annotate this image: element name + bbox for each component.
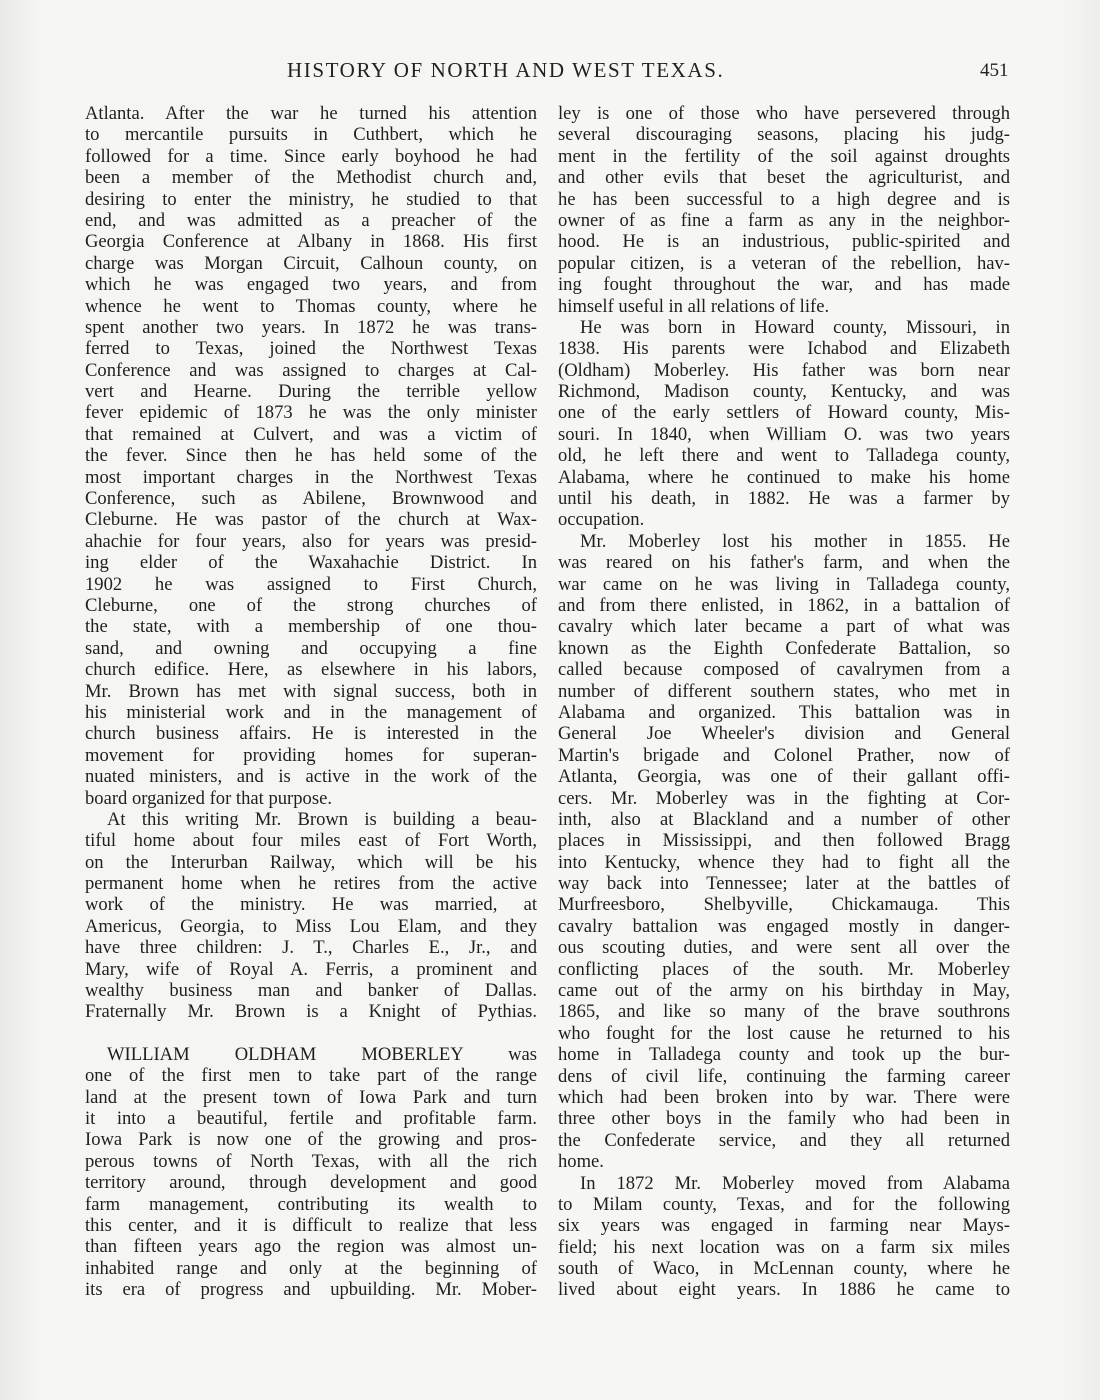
text-line: ous scouting duties, and were sent all over the — [558, 937, 1010, 959]
text-line: end, and was admitted as a preacher of the — [85, 209, 537, 231]
text-line: wealthy business man and banker of Dallas. — [85, 980, 537, 1002]
text-line: Cleburne, one of the strong churches of — [85, 594, 537, 616]
text-line: 1902 he was assigned to First Church, — [85, 573, 537, 595]
text-line: ahachie for four years, also for years was presid- — [85, 530, 537, 552]
text-line: six years was engaged in farming near Mays- — [558, 1215, 1010, 1237]
text-line: perous towns of North Texas, with all the rich — [85, 1150, 537, 1172]
text-line: ing elder of the Waxahachie District. In — [85, 552, 537, 574]
text-line: cers. Mr. Moberley was in the fighting at Cor- — [558, 787, 1010, 809]
text-line: was reared on his father's farm, and when the — [558, 552, 1010, 574]
paragraph-first-line: He was born in Howard county, Missouri, in — [580, 316, 1010, 338]
text-line: and other evils that beset the agriculturist, and — [558, 167, 1010, 189]
text-line: way back into Tennessee; later at the battles of — [558, 873, 1010, 895]
text-line: popular citizen, is a veteran of the rebellion, hav- — [558, 252, 1010, 274]
text-line: south of Waco, in McLennan county, where he — [558, 1258, 1010, 1280]
text-line: inhabited range and only at the beginning of — [85, 1257, 537, 1279]
text-line: than fifteen years ago the region was almost un- — [85, 1236, 537, 1258]
text-line: one of the early settlers of Howard county, Mis- — [558, 402, 1010, 424]
text-line: three other boys in the family who had been in — [558, 1108, 1010, 1130]
text-line: Atlanta, Georgia, was one of their gallant offi- — [558, 766, 1010, 788]
text-line: and from there enlisted, in 1862, in a battalion of — [558, 594, 1010, 616]
text-line: until his death, in 1882. He was a farmer by — [558, 488, 1010, 510]
text-line: General Joe Wheeler's division and General — [558, 723, 1010, 745]
text-line: who fought for the lost cause he returned to his — [558, 1022, 1010, 1044]
text-line: hood. He is an industrious, public-spirited and — [558, 231, 1010, 253]
text-line: charge was Morgan Circuit, Calhoun county, on — [85, 252, 537, 274]
text-line: war came on he was living in Talladega county, — [558, 573, 1010, 595]
text-line: territory around, through development and good — [85, 1172, 537, 1194]
text-line: Georgia Conference at Albany in 1868. His first — [85, 231, 537, 253]
text-line: Cleburne. He was pastor of the church at Wax- — [85, 509, 537, 531]
text-line: to Milam county, Texas, and for the following — [558, 1193, 1010, 1215]
text-line: lived about eight years. In 1886 he came to — [558, 1279, 1010, 1301]
text-line: he has been successful to a high degree and is — [558, 188, 1010, 210]
text-line: which had been broken into by war. There were — [558, 1086, 1010, 1108]
text-line: the state, with a membership of one thou- — [85, 616, 537, 638]
text-line: (Oldham) Moberley. His father was born near — [558, 359, 1010, 381]
text-line: been a member of the Methodist church and, — [85, 167, 537, 189]
text-line: its era of progress and upbuilding. Mr. Mober- — [85, 1279, 537, 1301]
text-line: Conference, such as Abilene, Brownwood and — [85, 488, 537, 510]
text-line: one of the first men to take part of the range — [85, 1065, 537, 1087]
right-text-column — [558, 103, 1010, 1301]
text-line: cavalry battalion was engaged mostly in danger- — [558, 915, 1010, 937]
paragraph-first-line: In 1872 Mr. Moberley moved from Alabama — [580, 1172, 1010, 1194]
text-line: Alabama and organized. This battalion was in — [558, 701, 1010, 723]
text-line: ferred to Texas, joined the Northwest Texas — [85, 338, 537, 360]
text-line: spent another two years. In 1872 he was trans- — [85, 316, 537, 338]
text-line: have three children: J. T., Charles E., Jr., and — [85, 937, 537, 959]
page-number: 451 — [980, 60, 1009, 81]
text-line: home in Talladega county and took up the bur- — [558, 1044, 1010, 1066]
text-line: followed for a time. Since early boyhood he had — [85, 145, 537, 167]
text-line: sand, and owning and occupying a fine — [85, 637, 537, 659]
text-line: 1865, and like so many of the brave southrons — [558, 1001, 1010, 1023]
text-line: land at the present town of Iowa Park and turn — [85, 1086, 537, 1108]
text-line: Mary, wife of Royal A. Ferris, a prominent and — [85, 958, 537, 980]
text-line: Martin's brigade and Colonel Prather, now of — [558, 744, 1010, 766]
text-line: whence he went to Thomas county, where he — [85, 295, 537, 317]
text-line: conflicting places of the south. Mr. Moberley — [558, 958, 1010, 980]
text-line: called because composed of cavalrymen from a — [558, 659, 1010, 681]
running-header — [0, 58, 1100, 88]
text-line: Conference and was assigned to charges at Cal- — [85, 359, 537, 381]
text-line: permanent home when he retires from the active — [85, 873, 537, 895]
text-line: on the Interurban Railway, which will be his — [85, 851, 537, 873]
text-line: fever epidemic of 1873 he was the only minister — [85, 402, 537, 424]
section-spacer — [85, 1023, 537, 1044]
text-line: Atlanta. After the war he turned his attention — [85, 103, 537, 124]
text-line: vert and Hearne. During the terrible yellow — [85, 381, 537, 403]
text-line: home. — [558, 1151, 604, 1173]
paragraph-first-line: Mr. Moberley lost his mother in 1855. He — [580, 530, 1010, 552]
text-line: which he was engaged two years, and from — [85, 274, 537, 296]
text-line: church edifice. Here, as elsewhere in his labors, — [85, 659, 537, 681]
text-line: desiring to enter the ministry, he studied to that — [85, 188, 537, 210]
text-line: this center, and it is difficult to realize that less — [85, 1214, 537, 1236]
text-line: Alabama, where he continued to make his home — [558, 466, 1010, 488]
text-line: Mr. Brown has met with signal success, both in — [85, 680, 537, 702]
text-line: owner of as fine a farm as any in the neighbor- — [558, 209, 1010, 231]
text-line: places in Mississippi, and then followed Bragg — [558, 830, 1010, 852]
text-line: old, he left there and went to Talladega county, — [558, 445, 1010, 467]
text-line: most important charges in the Northwest Texas — [85, 466, 537, 488]
text-line: 1838. His parents were Ichabod and Elizabeth — [558, 338, 1010, 360]
text-line: ment in the fertility of the soil against droughts — [558, 145, 1010, 167]
text-line: that remained at Culvert, and was a victim of — [85, 423, 537, 445]
left-text-column — [85, 103, 537, 1300]
text-line: his ministerial work and in the management of — [85, 701, 537, 723]
text-line: into Kentucky, whence they had to fight all the — [558, 851, 1010, 873]
text-line: work of the ministry. He was married, at — [85, 894, 537, 916]
text-line: it into a beautiful, fertile and profitable farm. — [85, 1107, 537, 1129]
text-line: ley is one of those who have persevered through — [558, 103, 1010, 124]
text-line: dens of civil life, continuing the farming career — [558, 1065, 1010, 1087]
text-line: souri. In 1840, when William O. was two years — [558, 423, 1010, 445]
text-line: the fever. Since then he has held some of the — [85, 445, 537, 467]
text-line: field; his next location was on a farm six miles — [558, 1236, 1010, 1258]
text-line: farm management, contributing its wealth to — [85, 1193, 537, 1215]
text-line: number of different southern states, who met in — [558, 680, 1010, 702]
text-line: Richmond, Madison county, Kentucky, and was — [558, 381, 1010, 403]
text-line: the Confederate service, and they all returned — [558, 1129, 1010, 1151]
text-line: occupation. — [558, 509, 645, 531]
text-line: Americus, Georgia, to Miss Lou Elam, and they — [85, 915, 537, 937]
text-line: tiful home about four miles east of Fort Worth, — [85, 830, 537, 852]
text-line: movement for providing homes for superan- — [85, 744, 537, 766]
text-line: came out of the army on his birthday in May, — [558, 980, 1010, 1002]
text-line: Murfreesboro, Shelbyville, Chickamauga. This — [558, 894, 1010, 916]
running-title: HISTORY OF NORTH AND WEST TEXAS. — [287, 58, 725, 82]
paragraph-first-line: At this writing Mr. Brown is building a beau- — [107, 808, 537, 830]
text-line: ing fought throughout the war, and has made — [558, 274, 1010, 296]
text-line: board organized for that purpose. — [85, 787, 332, 809]
text-line: nuated ministers, and is active in the work of the — [85, 766, 537, 788]
text-line: church business affairs. He is interested in the — [85, 723, 537, 745]
text-line: himself useful in all relations of life. — [558, 295, 830, 317]
text-line: known as the Eighth Confederate Battalion, so — [558, 637, 1010, 659]
text-line: Fraternally Mr. Brown is a Knight of Pythias. — [85, 1001, 537, 1023]
text-line: cavalry which later became a part of what was — [558, 616, 1010, 638]
text-line: to mercantile pursuits in Cuthbert, which he — [85, 124, 537, 146]
text-line: Iowa Park is now one of the growing and pros- — [85, 1129, 537, 1151]
text-line: several discouraging seasons, placing his judg- — [558, 124, 1010, 146]
text-line: inth, also at Blackland and a number of other — [558, 808, 1010, 830]
paragraph-first-line: WILLIAM OLDHAM MOBERLEY was — [107, 1043, 537, 1065]
